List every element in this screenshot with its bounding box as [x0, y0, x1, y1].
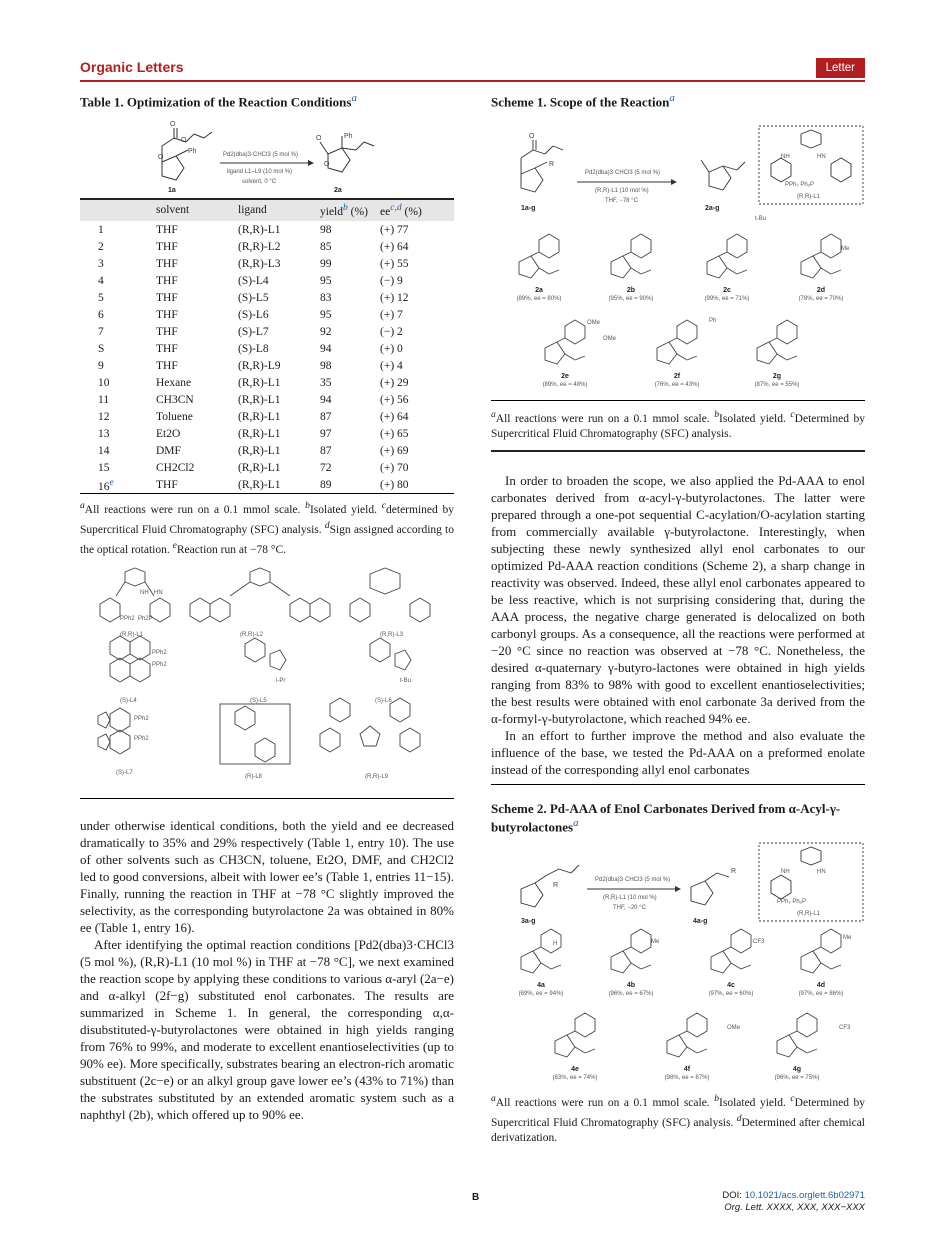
ligand-label: (R,R)-L2: [240, 631, 264, 638]
ligand-label: (R,R)-L3: [380, 631, 404, 638]
svg-text:O: O: [158, 154, 164, 162]
col-ee-header: ee$^{c,d}$ (%): [380, 202, 422, 219]
table-row: [80, 357, 454, 374]
svg-text:CF3: CF3: [839, 1025, 851, 1032]
ligand-cell: (S)-L7: [238, 325, 269, 338]
col-ligand-header: ligand: [238, 204, 267, 217]
table-row: [80, 425, 454, 442]
entry-cell: 9: [98, 359, 104, 372]
solvent-cell: THF: [156, 325, 178, 338]
entry-cell: 11: [98, 393, 110, 406]
product-id: 2g: [772, 373, 782, 381]
svg-text:O: O: [324, 161, 330, 169]
product-structure: [545, 320, 585, 364]
yield-cell: 99: [320, 257, 332, 270]
scheme1-footnotes: $^a$All reactions were run on a 0.1 mmol scale. $^b$Isolated yield. $^c$Determined by Supercritical Fluid Chromatography (SFC) analysis.: [491, 409, 865, 441]
svg-text:Ph: Ph: [709, 318, 717, 325]
svg-text:i-Pr: i-Pr: [276, 677, 286, 684]
svg-text:CF3: CF3: [753, 939, 765, 946]
svg-text:PPh2: PPh2: [134, 735, 149, 742]
product-result: (78%, ee = 70%): [798, 296, 844, 303]
table-row: [80, 306, 454, 323]
table-row: [80, 272, 454, 289]
product-id: 2e: [561, 373, 569, 381]
product-structure: [519, 234, 559, 278]
product-result: (97%, ee = 86%): [798, 991, 844, 998]
svg-text:(R,R)-L1: (R,R)-L1: [797, 194, 821, 201]
yield-cell: 89: [320, 478, 332, 491]
svg-text:2a: 2a: [334, 187, 342, 195]
entry-cell: 12: [98, 410, 110, 423]
svg-text:O: O: [181, 137, 187, 145]
svg-text:R: R: [731, 868, 737, 876]
svg-text:(R,R)-L1 (10 mol %): (R,R)-L1 (10 mol %): [595, 188, 649, 195]
ligand-structures: [80, 564, 454, 794]
svg-text:solvent, 0 °C: solvent, 0 °C: [242, 179, 277, 186]
product-result: (69%, ee = 94%): [518, 991, 564, 998]
col-solvent-header: solvent: [156, 204, 190, 217]
ee-cell: (+) 69: [380, 444, 409, 457]
ligand-cell: (R,R)-L9: [238, 359, 281, 372]
ligand-cell: (R,R)-L1: [238, 444, 281, 457]
ee-cell: (−) 2: [380, 325, 403, 338]
left-column: [80, 92, 454, 1123]
svg-text:O: O: [316, 135, 322, 143]
svg-text:NH: NH: [140, 589, 149, 596]
ligand-cell: (S)-L6: [238, 308, 269, 321]
ee-cell: (+) 12: [380, 291, 409, 304]
ee-cell: (+) 77: [380, 223, 409, 236]
svg-text:HN: HN: [817, 869, 826, 876]
ligand-cell: (R,R)-L3: [238, 257, 281, 270]
ligand-cell: (R,R)-L1: [238, 461, 281, 474]
yield-cell: 87: [320, 410, 332, 423]
right-paragraph-2: In an effort to further improve the method and also evaluate the influence of the base, we tested the Pd-AAA on a preformed enolate instead of the corresponding allyl enol carbonates: [491, 728, 865, 778]
ligand-label: (S)-L7: [116, 769, 133, 776]
ee-cell: (+) 70: [380, 461, 409, 474]
solvent-cell: CH3CN: [156, 393, 194, 406]
product-structure: [757, 320, 797, 364]
svg-text:3a-g: 3a-g: [521, 918, 536, 926]
table-row: [80, 255, 454, 272]
yield-cell: 87: [320, 444, 332, 457]
solvent-cell: THF: [156, 478, 178, 491]
scheme1-figure: [491, 116, 865, 398]
ee-cell: (+) 80: [380, 478, 409, 491]
solvent-cell: CH2Cl2: [156, 461, 195, 474]
left-paragraph-2: After identifying the optimal reaction conditions [Pd2(dba)3·CHCl3 (5 mol %), (R,R)-L1 (10 mol %) in THF at −78 °C], we next examined the reaction scope by applying these conditions to various α-aryl (2a−e) and α-alkyl (2f−g) substituted enol carbonates. The results are summarized in Scheme 1. In general, the corresponding α,α-disubstituted-γ-butyrolactones were obtained in high yields ranging from 76% to 99%, and moderate to excellent enantioselectivities (up to 90% ee). More specifically, substrates bearing an electron-rich aromatic substituent (2c−e) or an alkyl group gave lower ee’s (43% to 71%) than the substrates substituted by an extended aromatic system such as a naphthyl (2b), which offered up to 90% ee.: [80, 936, 454, 1122]
entry-cell: 10: [98, 376, 110, 389]
optimization-table-body: [80, 221, 454, 493]
entry-cell: [80, 476, 156, 493]
scheme2-figure: [491, 839, 865, 1089]
entry-cell: 2: [98, 240, 104, 253]
svg-text:O: O: [529, 133, 535, 141]
ligand-label: (S)-L4: [120, 697, 137, 704]
ligand-label: (S)-L5: [250, 697, 267, 704]
svg-text:PPh2: PPh2: [120, 615, 135, 622]
yield-cell: 72: [320, 461, 332, 474]
ligand-label: (R,R)-L9: [365, 773, 389, 780]
svg-text:Pd2(dba)3·CHCl3 (5 mol %): Pd2(dba)3·CHCl3 (5 mol %): [595, 877, 671, 884]
svg-text:OMe: OMe: [727, 1025, 741, 1032]
svg-text:THF, −78 °C: THF, −78 °C: [605, 198, 638, 205]
solvent-cell: THF: [156, 308, 178, 321]
svg-text:OMe: OMe: [587, 320, 601, 327]
product-result: (76%, ee = 43%): [654, 382, 700, 389]
solvent-cell: THF: [156, 240, 178, 253]
ligand-cell: (S)-L5: [238, 291, 269, 304]
svg-text:Me: Me: [651, 939, 660, 946]
svg-text:THF, −20 °C: THF, −20 °C: [613, 905, 646, 912]
svg-text:Ph: Ph: [344, 133, 353, 141]
table1-caption: Table 1. Optimization of the Reaction Conditions$^a$: [80, 92, 357, 110]
table-row: [80, 289, 454, 306]
product-structure: [711, 929, 751, 973]
ligand-cell: (R,R)-L2: [238, 240, 281, 253]
svg-text:R: R: [553, 882, 559, 890]
svg-text:H: H: [553, 941, 558, 948]
svg-text:4a-g: 4a-g: [693, 918, 708, 926]
yield-cell: 94: [320, 342, 332, 355]
entry-cell: 13: [98, 427, 110, 440]
left-paragraph-1: under otherwise identical conditions, both the yield and ee decreased dramatically to 35% and 29% respectively (Table 1, entry 10). The use of other solvents such as CH3CN, toluene, Et2O, DMF, and CH2Cl2 led to good conversions, albeit with lower ee’s (Table 1, entries 11−15). Finally, running the reaction in THF at −78 °C slightly improved the selectivity, as the corresponding butyrolactone 2a was obtained in 80% ee (Table 1, entry 16).: [80, 817, 454, 935]
product-structure: [611, 929, 651, 973]
product-result: (96%, ee = 67%): [608, 991, 654, 998]
product-result: (97%, ee = 60%): [708, 991, 754, 998]
svg-text:2a-g: 2a-g: [705, 205, 720, 213]
journal-name[interactable]: Organic Letters: [80, 59, 184, 75]
product-id: 2c: [723, 287, 731, 295]
svg-text:HN: HN: [154, 589, 163, 596]
product-structure: [777, 1013, 817, 1057]
entry-cell: 5: [98, 291, 104, 304]
svg-text:Me: Me: [843, 935, 852, 942]
product-structure: [707, 234, 747, 278]
product-id: 4e: [571, 1066, 579, 1074]
svg-text:OMe: OMe: [603, 336, 617, 343]
product-id: 4d: [816, 982, 826, 990]
product-result: (95%, ee = 90%): [608, 296, 654, 303]
yield-cell: 97: [320, 427, 332, 440]
solvent-cell: THF: [156, 291, 178, 304]
svg-text:(R,R)-L1 (10 mol %): (R,R)-L1 (10 mol %): [603, 895, 657, 902]
yield-cell: 98: [320, 223, 332, 236]
product-id: 2a: [535, 287, 543, 295]
product-id: 2f: [673, 373, 681, 381]
yield-cell: 95: [320, 308, 332, 321]
ligand-label: (R)-L8: [245, 773, 263, 780]
ee-cell: (+) 55: [380, 257, 409, 270]
entry-cell: 3: [98, 257, 104, 270]
svg-text:R: R: [549, 161, 555, 169]
entry-cell: 15: [98, 461, 110, 474]
scheme2-caption: Scheme 2. Pd-AAA of Enol Carbonates Derived from α-Acyl-γ-butyrolactones$^a$: [491, 801, 841, 835]
ee-cell: (+) 64: [380, 410, 409, 423]
ligand-cell: (R,R)-L1: [238, 410, 281, 423]
table-row: [80, 221, 454, 238]
svg-text:Pd2(dba)3·CHCl3 (5 mol %): Pd2(dba)3·CHCl3 (5 mol %): [223, 152, 299, 159]
col-yield-header: yield$^b$ (%): [320, 202, 368, 219]
product-structure: [521, 929, 561, 973]
solvent-cell: THF: [156, 359, 178, 372]
optimization-table: [80, 198, 454, 493]
ee-cell: (+) 29: [380, 376, 409, 389]
svg-text:PPh2: PPh2: [152, 661, 167, 668]
product-id: 4f: [683, 1066, 691, 1074]
svg-text:(R,R)-L1: (R,R)-L1: [797, 911, 821, 918]
ligand-cell: (R,R)-L1: [238, 478, 281, 491]
product-structure: [657, 320, 697, 364]
table-row: [80, 238, 454, 255]
product-result: (98%, ee = 87%): [664, 1075, 710, 1082]
product-structure: [667, 1013, 707, 1057]
ee-cell: (+) 65: [380, 427, 409, 440]
svg-text:O: O: [170, 121, 176, 129]
solvent-cell: Hexane: [156, 376, 192, 389]
ligand-label: (R,R)-L1: [120, 631, 144, 638]
table-row: [80, 391, 454, 408]
ligand-cell: (R,R)-L1: [238, 376, 281, 389]
page-header: [80, 58, 865, 82]
table-row: [80, 459, 454, 476]
svg-text:Ph2P: Ph2P: [138, 615, 153, 622]
product-result: (99%, ee = 71%): [704, 296, 750, 303]
entry-number: 16: [98, 480, 110, 493]
ligand-cell: (R,R)-L1: [238, 223, 281, 236]
yield-cell: 85: [320, 240, 332, 253]
ee-cell: (+) 64: [380, 240, 409, 253]
svg-text:ligand L1–L9 (10 mol %): ligand L1–L9 (10 mol %): [227, 169, 293, 176]
page-number: B: [472, 1192, 480, 1203]
ligand-cell: (R,R)-L1: [238, 393, 281, 406]
right-column: [491, 92, 865, 1146]
col-entry-header: [80, 200, 156, 221]
row-footnote-marker[interactable]: e: [109, 476, 114, 488]
table1-footnotes: $^a$All reactions were run on a 0.1 mmol scale. $^b$Isolated yield. $^c$determined by Supercritical Fluid Chromatography (SFC) analysis. $^d$Sign assigned according to the optical rotation. $^e$Reaction run at −78 °C.: [80, 500, 455, 556]
svg-text:1a: 1a: [168, 187, 176, 195]
svg-text:PPh₂ Ph₂P: PPh₂ Ph₂P: [777, 899, 807, 906]
yield-cell: 94: [320, 393, 332, 406]
table-row: [80, 476, 454, 493]
svg-text:t-Bu: t-Bu: [400, 677, 412, 684]
table1-reaction-scheme: [80, 110, 454, 198]
svg-text:Ph: Ph: [188, 148, 197, 156]
solvent-cell: Et2O: [156, 427, 181, 440]
table-row: [80, 340, 454, 357]
svg-text:NH: NH: [781, 154, 790, 161]
product-result: (96%, ee = 75%): [774, 1075, 820, 1082]
yield-cell: 83: [320, 291, 332, 304]
entry-cell: 6: [98, 308, 104, 321]
yield-cell: 98: [320, 359, 332, 372]
scheme2-footnotes: $^a$All reactions were run on a 0.1 mmol scale. $^b$Isolated yield. $^c$Determined by Supercritical Fluid Chromatography (SFC) analysis. $^d$Determined after chemical derivatization.: [491, 1093, 865, 1145]
solvent-cell: THF: [156, 342, 178, 355]
scheme1-caption: Scheme 1. Scope of the Reaction$^a$: [491, 92, 675, 110]
ligand-label: (S)-L6: [375, 697, 392, 704]
product-id: 4g: [792, 1066, 802, 1074]
solvent-cell: THF: [156, 274, 178, 287]
product-id: 2b: [626, 287, 636, 295]
svg-text:HN: HN: [817, 154, 826, 161]
svg-text:PPh2: PPh2: [152, 649, 167, 656]
ligand-cell: (R,R)-L1: [238, 427, 281, 440]
product-id: 2d: [816, 287, 826, 295]
yield-cell: 35: [320, 376, 332, 389]
solvent-cell: THF: [156, 257, 178, 270]
table-row: [80, 323, 454, 340]
table-header-row: [80, 200, 454, 221]
svg-text:NH: NH: [781, 869, 790, 876]
solvent-cell: DMF: [156, 444, 181, 457]
yield-cell: 92: [320, 325, 332, 338]
entry-cell: 7: [98, 325, 104, 338]
product-structure: [555, 1013, 595, 1057]
product-id: 4a: [537, 982, 545, 990]
ee-cell: (−) 9: [380, 274, 403, 287]
ee-cell: (+) 56: [380, 393, 409, 406]
product-result: (89%, ee = 80%): [516, 296, 562, 303]
svg-text:Pd2(dba)3·CHCl3 (5 mol %): Pd2(dba)3·CHCl3 (5 mol %): [585, 170, 661, 177]
svg-text:PPh₂ Ph₂P: PPh₂ Ph₂P: [785, 182, 815, 189]
svg-text:PPh2: PPh2: [134, 715, 149, 722]
product-id: 4c: [727, 982, 735, 990]
product-result: (83%, ee = 74%): [552, 1075, 598, 1082]
product-structure: [801, 234, 841, 278]
ee-cell: (+) 0: [380, 342, 403, 355]
solvent-cell: THF: [156, 223, 178, 236]
ee-cell: (+) 4: [380, 359, 403, 372]
entry-cell: 14: [98, 444, 110, 457]
product-id: 4b: [626, 982, 636, 990]
entry-cell: 4: [98, 274, 104, 287]
entry-cell: 1: [98, 223, 104, 236]
doi-link[interactable]: 10.1021/acs.orglett.6b02971: [744, 1190, 865, 1201]
product-structure: [801, 929, 841, 973]
product-result: (89%, ee = 48%): [542, 382, 588, 389]
solvent-cell: Toluene: [156, 410, 193, 423]
table-row: [80, 408, 454, 425]
table-row: [80, 374, 454, 391]
product-result: (87%, ee = 55%): [754, 382, 800, 389]
product-structure: [611, 234, 651, 278]
svg-text:t-Bu: t-Bu: [755, 216, 767, 223]
article-type-badge: Letter: [816, 58, 865, 78]
footer-citation: DOI: 10.1021/acs.orglett.6b02971 Org. Lett. XXXX, XXX, XXX−XXX: [722, 1190, 865, 1213]
yield-cell: 95: [320, 274, 332, 287]
svg-text:Me: Me: [841, 246, 850, 253]
svg-text:1a-g: 1a-g: [521, 205, 536, 213]
entry-cell: S: [98, 342, 105, 355]
ligand-cell: (S)-L8: [238, 342, 269, 355]
ee-cell: (+) 7: [380, 308, 403, 321]
ligand-cell: (S)-L4: [238, 274, 269, 287]
right-paragraph-1: In order to broaden the scope, we also applied the Pd-AAA to enol carbonates derived from α-acyl-γ-butyrolactones. The latter were prepared through a one-pot sequential C-acylation/O-acylation starting from commercially available γ-butyrolactone. Interestingly, when subjecting these newly synthesized allyl enol carbonates to our optimized Pd-AAA reaction conditions (Scheme 2), a sharp change in reactivity was observed. Indeed, these allyl enol carbonates appeared to be less reactive, which is not surprising considering that, during the AAA process, the negative charge generated is delocalized on both carbonyl groups. As a consequence, all the reactions were performed at −20 °C since no reaction was observed at −78 °C. Nonetheless, the desired α-quaternary γ-butyro-lactones were obtained in high yields ranging from 83% to 98% with good to excellent enantioselectivities; the best results were obtained with enol carbonate 3a derived from the α-formyl-γ-butyrolactone, which reached 94% ee.: [491, 473, 865, 727]
table-row: [80, 442, 454, 459]
